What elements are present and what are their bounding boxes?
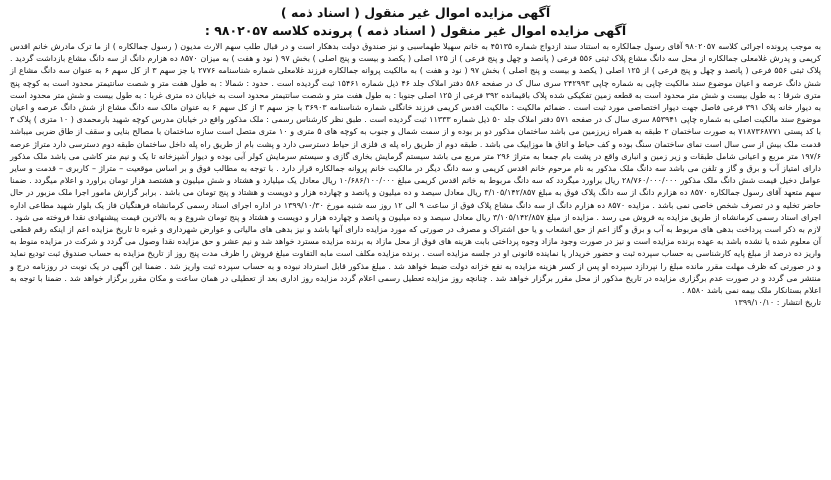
publish-date: تاریخ انتشار : ۱۳۹۹/۱۰/۱۰ [734, 298, 821, 308]
notice-title-line2: آگهی مزایده اموال غیر منقول ( اسناد ذمه ) پرونده کلاسه ۹۸۰۲۰۵۷ : [204, 23, 627, 38]
notice-title-line1: آگهی مزایده اموال غیر منقول ( اسناد ذمه ) [280, 5, 551, 20]
notice-body-paragraph: به موجب پرونده اجرائی کلاسه ۹۸۰۲۰۵۷ آقای رسول جمالکاره به استناد سند ازدواج شماره ۴۵۱۳۵ به خانم سهیلا طهماسبی و نیز صندوق دولت بدهکار است و در قبال طلب سهم الارث مدیون ( رسول جمالکاره ) از ما ترک مادرش خانم اقدس کریمی و پدرش غلامعلی جمالکاره از محل سه دانگ مشاع پلاک ثبتی ۵۵۶ فرعی ( پانصد و چهل و پنج فرعی ) از ۱۲۵ اصلی ( یکصد و بیست و پنج اصلی ) بخش ۹۷ ( نود و هفت ) به میزان ۸۵۷۰ ده هزارم دانگ از سه دانگ مشاع بازداشت گردید . پلاک ثبتی ۵۵۶ فرعی ( پانصد و چهل و پنج فرعی ) از ۱۲۵ اصلی ( یکصد و بیست و پنج اصلی ) بخش ۹۷ ( نود و هفت ) به مالکیت پروانه جمالکاره فرزند غلامعلی شماره شناسنامه ۲۷۷۶ با جز سهم ۳ از کل سهم ۶ به عنوان سه دانگ مشاع از شش دانگ عرصه و اعیان موضوع سند مالکیت چاپی به شماره چاپی ۲۴۲۹۹۳ سری سال ک در صفحه ۵۸۶ دفتر املاک جلد ۴۶ ذیل شماره ۱۵۴۶۱ ثبت گردیده است . حدود : شمالا : به طول هفت متر و شصت سانتیمتر محدود است به کوچه پنج متری شرقا : به طول بیست و شش متر محدود است به قطعه زمین تفکیکی شده پلاک باقیمانده ۳۹۲ فرعی از ۱۲۵ اصلی جنوبا : به طول هفت متر و شصت سانتیمتر محدود است به خیابان ده متری غربا : به طول بیست و شش متر محدود است به دیوار خانه پلاک ۳۹۱ فرعی فاصل جهت دیوار اختصاصی مورد ثبت است . ضمائم مالکیت : مالکیت اقدس کریمی فرزند خانگلی شماره شناسنامه ۳۶۹۰۳ با جز سهم ۳ از کل سهم ۶ به عنوان مالک سه دانگ مشاع از شش دانگ عرصه و اعیان موضوع سند مالکیت اصلی به شماره چاپی ۸۵۳۹۴۱ سری سال ک در صفحه ۵۷۱ دفتر املاک جلد ۵۰ ذیل شماره ۱۱۳۳۳ ثبت گردیده است . طبق نظر کارشناس رسمی : ملک مذکور واقع در خیابان مدرس کوچه شهید بارمحمدی ( ۱۰ متری ) پلاک ۳ با کد پستی ۷۱۸۷۳۶۸۷۷۱ به صورت ساختمان ۲ طبقه به همراه زیرزمین می باشد ساختمان مذکور دو بر بوده و از سمت شمال و جنوب به کوچه های ۵ متری و ۱۰ متری متصل است سازه ساختمان با مصالح بنایی و سقف از طاق ضربی میباشد قدمت ملک بیش از سی سال است نمای ساختمان سنگ بوده و کف حیاط و اتاق ها موزاییک می باشد . طبقه دوم از طریق راه پله ی فلزی از حیاط دسترسی دارد و پشت بام از طریق راه پله داخل ساختمان طبقه دوم دسترسی دارد متراژ عرصه ۱۹۷/۶ متر مربع و اعیانی شامل طبقات و زیر زمین و انباری واقع در پشت بام جمعا به متراژ ۲۹۶ متر مربع می باشد سیستم گرمایش بخاری گازی و سیستم سرمایش کولر آبی بوده و دیوار آشپزخانه تا یک و نیم متر کاشی می باشد ملک مذکور دارای امتیاز آب و برق و گاز و تلفن می باشد سه دانگ ملک مذکور به نام مرحوم خانم اقدس کریمی و سه دانگ دیگر در مالکیت خانم پروانه جمالکاره قرار دارد . با توجه به مطالب فوق و بر اساس موقعیت – متراژ – کاربری – قدمت و سایر عوامل دخیل قیمت شش دانگ ملک مذکور ۲۸/۷۶۰/۰۰۰/۰۰۰ ریال براورد میگردد که سه دانگ مربوط به خانم اقدس کریمی مبلغ ۱۰/۶۸۶/۱۰۰/۰۰۰ ریال معادل یک میلیارد و هشتاد و شش میلیون و هشتصد هزار تومان براورد و اعلام میگردد . ضمنا سهم متعهد آقای رسول جمالکاره ۸۵۷۰ ده هزارم دانگ از سه دانگ پلاک فوق به مبلغ ۳/۱۰۵/۱۴۲/۸۵۷ ریال معادل سیصد و ده میلیون و پانصد و چهارده هزار و دویست و هشتاد و پنج تومان می باشد . برابر گزارش مامور اجرا ملک مزبور در حال حاضر تخلیه و در تصرف شخص خاصی نمی باشد . مزایده ۸۵۷۰ ده هزارم دانگ از سه دانگ مشاع پلاک فوق از ساعت ۹ الی ۱۲ روز سه شنبه مورخ ۱۳۹۹/۱۰/۳۰ در اداره اجرای اسناد رسمی کرمانشاه فرهنگیان فاز یک بلوار شهید مطاعی اداره اجرای اسناد رسمی کرمانشاه از طریق مزایده به فروش می رسد . مزایده از مبلغ ۳/۱۰۵/۱۴۲/۸۵۷ ریال معادل سیصد و ده میلیون و پانصد و چهارده هزار و دویست و هشتاد و پنج تومان شروع و به بالاترین قیمت پیشنهادی نقدا فروخته می شود . لازم به ذکر است پرداخت بدهی های مربوط به آب و برق و گاز اعم از حق انشعاب و یا حق اشتراک و مصرف در صورتی که مورد مزایده دارای آنها باشد و نیز بدهی های مالیاتی و عوارض شهرداری و غیره تا تاریخ مزایده اعم از اینکه رقم قطعی آن معلوم شده یا نشده باشد به عهده برنده مزایده است و نیز در صورت وجود مازاد وجوه پرداختی بابت هزینه های فوق از محل مازاد به برنده مزایده مسترد خواهد شد و نیم عشر و حق مزایده نقدا وصول می گردد و شرکت در مزایده منوط به واریز ده درصد از مبلغ پایه کارشناسی به حساب سپرده ثبت و حضور خریدار یا نماینده قانونی او در جلسه مزایده است . برنده مزایده مکلف است مابه التفاوت مبلغ فروش را ظرف مدت پنج روز از تاریخ مزایده به حساب صندوق ثبت تودیع نماید و در صورتی که ظرف مهلت مقرر مانده مبلغ را نپردازد سپرده او پس از کسر هزینه مزایده به نفع خزانه دولت ضبط خواهد شد . مبلغ مذکور قابل استرداد نبوده و به حساب سپرده ثبت واریز شد . ضمنا این آگهی در یک نوبت در روزنامه درج و منتشر می گردد و در صورت عدم برگزاری مزایده در تاریخ مذکور از محل مقرر برگزار خواهد شد . چنانچه روز مزایده تعطیل رسمی اعلام گردد مزایده روز اداری بعد از تعطیلی در همان ساعت و مکان مقرر برگزار خواهد شد . ضمنا با توجه به اعلام بستانکار ملک بیمه نمی باشد ۸۵۸۰ . [10, 42, 822, 296]
notice-body [10, 41, 821, 297]
